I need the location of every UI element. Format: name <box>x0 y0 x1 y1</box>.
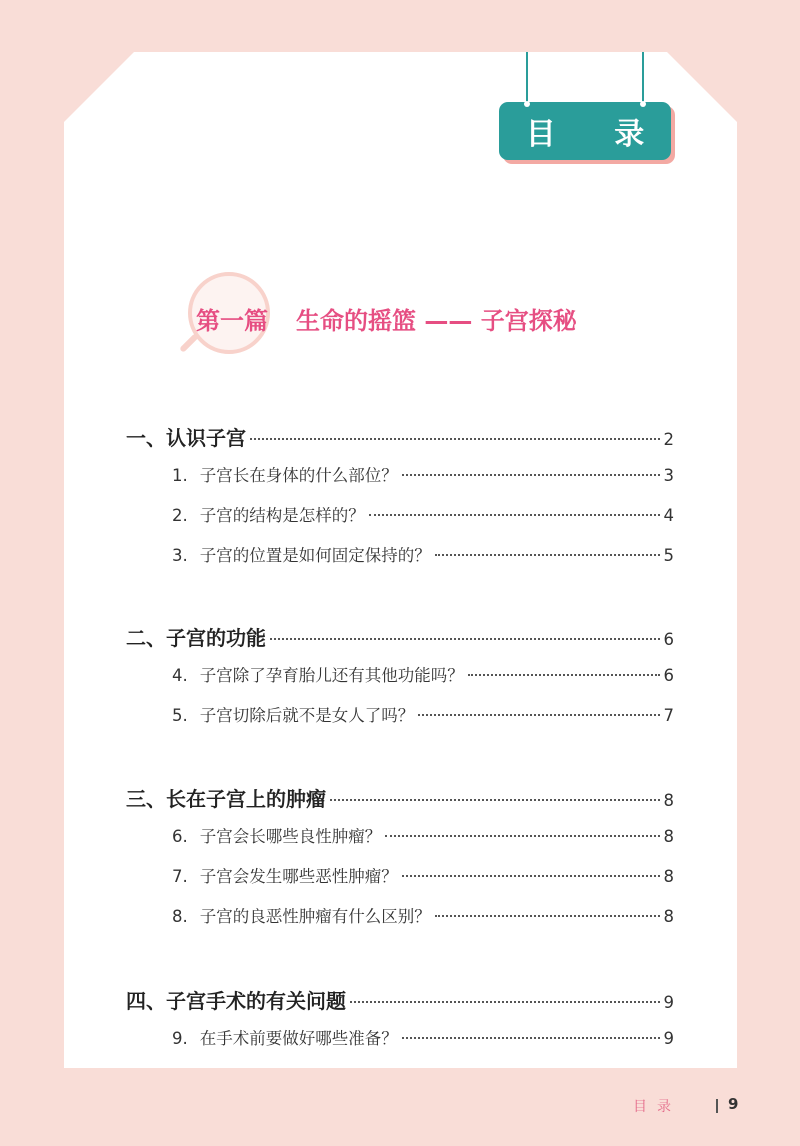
sign-hook-right <box>640 101 646 107</box>
toc-item-row[interactable] <box>172 542 674 566</box>
dot-leader <box>369 514 660 516</box>
toc-page-number: 4 <box>663 506 674 525</box>
toc-item-row[interactable] <box>172 863 674 887</box>
toc-chapter-row[interactable] <box>126 622 674 651</box>
part-number: 第一篇 <box>196 306 268 335</box>
toc-item-number: 5. <box>172 706 188 725</box>
toc-item-row[interactable] <box>172 823 674 847</box>
dot-leader <box>402 875 660 877</box>
dot-leader <box>250 438 660 440</box>
toc-chapter-title: 一、认识子宫 <box>126 426 246 450</box>
toc-chapter-title: 四、子宫手术的有关问题 <box>126 989 346 1013</box>
toc-page-number: 7 <box>663 706 674 725</box>
toc-item-number: 9. <box>172 1029 188 1048</box>
toc-item-number: 6. <box>172 827 188 846</box>
toc-page-number: 9 <box>663 993 674 1012</box>
toc-page-number: 6 <box>663 666 674 685</box>
toc-item-title: 子宫长在身体的什么部位？ <box>199 466 398 485</box>
dot-leader <box>402 474 660 476</box>
dot-leader <box>435 554 660 556</box>
toc-item-title: 子宫除了孕育胎儿还有其他功能吗？ <box>199 666 464 685</box>
toc-item-row[interactable] <box>172 702 674 726</box>
toc-chapter-title: 二、子宫的功能 <box>126 626 266 650</box>
dot-leader <box>350 1001 660 1003</box>
toc-item-row[interactable] <box>172 1025 674 1049</box>
toc-item-row[interactable] <box>172 502 674 526</box>
toc-chapter-row[interactable] <box>126 422 674 451</box>
toc-page-number: 8 <box>663 791 674 810</box>
toc-item-title: 子宫会长哪些良性肿瘤？ <box>199 827 382 846</box>
dot-leader <box>418 714 659 716</box>
part-heading <box>196 298 577 338</box>
toc-item-row[interactable] <box>172 462 674 486</box>
toc-item-number: 7. <box>172 867 188 886</box>
toc-item-title: 子宫的良恶性肿瘤有什么区别？ <box>199 907 431 926</box>
toc-page-number: 8 <box>663 867 674 886</box>
footer-divider <box>716 1099 718 1113</box>
toc-item-title: 子宫切除后就不是女人了吗？ <box>199 706 415 725</box>
toc-page-number: 9 <box>663 1029 674 1048</box>
sign-hook-left <box>524 101 530 107</box>
dot-leader <box>330 799 660 801</box>
toc-chapter-row[interactable] <box>126 783 674 812</box>
dot-leader <box>402 1037 660 1039</box>
toc-page-number: 6 <box>663 630 674 649</box>
toc-item-number: 2. <box>172 506 188 525</box>
sign-string-left <box>526 52 528 104</box>
toc-item-title: 子宫的位置是如何固定保持的？ <box>199 546 431 565</box>
footer-label: 目录 <box>633 1099 681 1115</box>
toc-item-row[interactable] <box>172 662 674 686</box>
toc-page-number: 3 <box>663 466 674 485</box>
sign-string-right <box>642 52 644 104</box>
toc-item-title: 在手术前要做好哪些准备？ <box>199 1029 398 1048</box>
toc-page-number: 8 <box>663 827 674 846</box>
toc-item-title: 子宫会发生哪些恶性肿瘤？ <box>199 867 398 886</box>
toc-item-row[interactable] <box>172 903 674 927</box>
toc-page-number: 8 <box>663 907 674 926</box>
toc-item-number: 8. <box>172 907 188 926</box>
dot-leader <box>435 915 660 917</box>
footer-page-number: 9 <box>728 1095 739 1113</box>
toc-item-number: 1. <box>172 466 188 485</box>
dot-leader <box>468 674 660 676</box>
toc-page-number: 2 <box>663 430 674 449</box>
part-title: 生命的摇篮 —— 子宫探秘 <box>296 306 577 335</box>
toc-item-number: 3. <box>172 546 188 565</box>
dot-leader <box>385 835 659 837</box>
toc-chapter-row[interactable] <box>126 985 674 1014</box>
toc-page-number: 5 <box>663 546 674 565</box>
toc-chapter-title: 三、长在子宫上的肿瘤 <box>126 787 326 811</box>
contents-sign: 目 录 <box>499 102 671 160</box>
toc-item-number: 4. <box>172 666 188 685</box>
toc-item-title: 子宫的结构是怎样的？ <box>199 506 365 525</box>
dot-leader <box>270 638 660 640</box>
